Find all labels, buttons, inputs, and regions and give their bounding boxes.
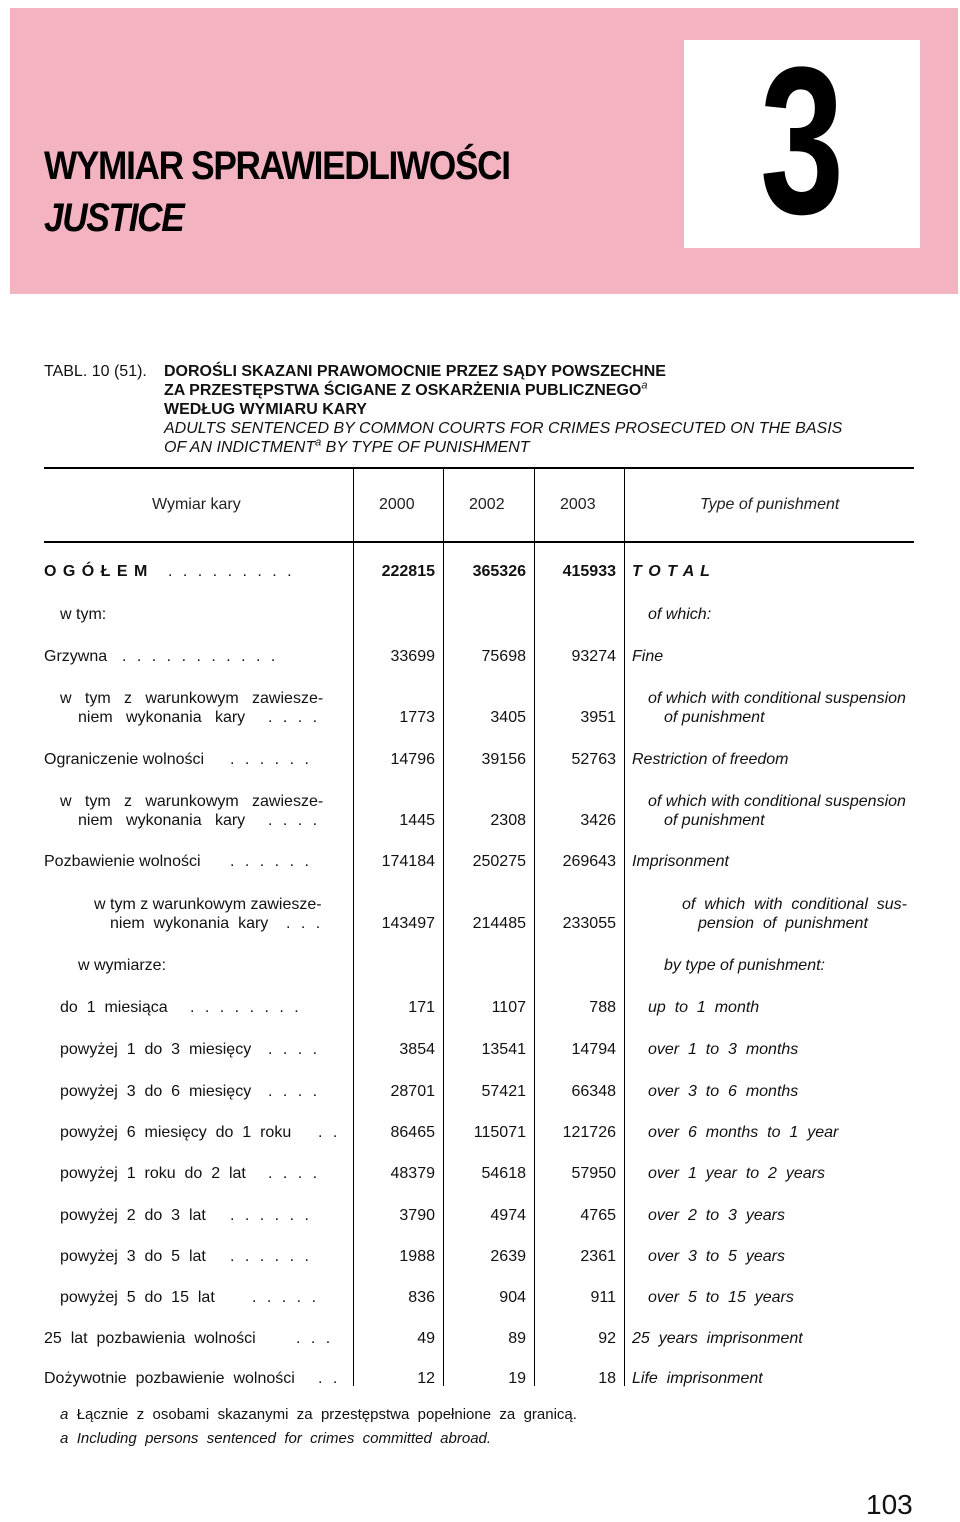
row-label-pl: powyżej 5 do 15 lat [60,1289,215,1306]
row-label-en: of which with conditional suspension [648,690,906,707]
cell-value: 788 [589,999,616,1016]
row-label-en: Imprisonment [632,853,729,870]
cell-value: 4974 [490,1207,526,1224]
cell-value: 911 [590,1289,616,1306]
row-label-pl: powyżej 2 do 3 lat [60,1207,206,1224]
cell-value: 14794 [571,1041,616,1058]
row-label-en: of punishment [664,812,765,829]
cell-value: 86465 [390,1124,435,1141]
row-label-pl: powyżej 3 do 6 miesięcy [60,1083,252,1100]
cell-value: 52763 [571,751,616,768]
header-year: 2003 [560,496,596,513]
cell-value: 214485 [472,915,526,932]
row-label-en: of which with conditional suspension [648,793,906,810]
cell-value: 57421 [481,1083,526,1100]
leader-dots: . . . . . . [230,1207,312,1224]
row-label-en: of which with conditional sus- [682,896,907,913]
cell-value: 14796 [390,751,435,768]
row-label-pl: powyżej 6 miesięcy do 1 roku [60,1124,292,1141]
row-label-en: by type of punishment: [664,957,825,974]
leader-dots: . . . . . . . . [190,999,302,1016]
cell-value: 57950 [571,1165,616,1182]
chapter-title-en: JUSTICE [44,196,184,240]
cell-value: 836 [408,1289,435,1306]
row-label-pl: Pozbawienie wolności [44,853,201,870]
cell-value: 250275 [472,853,526,870]
cell-value: 49 [417,1330,435,1347]
table-head-rule [44,541,914,543]
row-label-pl: Dożywotnie pozbawienie wolności [44,1370,295,1387]
cell-value: 93274 [571,648,616,665]
leader-dots: . . . . [268,812,321,829]
row-label-en: Fine [632,648,664,665]
cell-value: 19 [508,1370,526,1387]
header-type-en: Type of punishment [700,496,840,513]
leader-dots: . . [318,1124,341,1141]
cell-value: 18 [598,1370,616,1387]
leader-dots: . . . . . . . . . [168,563,295,580]
cell-value: 143497 [381,915,435,932]
leader-dots: . . [318,1370,341,1387]
leader-dots: . . . . . . [230,853,312,870]
row-label-pl: niem wykonania kary [110,915,269,932]
row-label-en: over 3 to 5 years [648,1248,785,1265]
page-number: 103 [866,1489,913,1520]
footnote-mark: a [60,1406,69,1423]
row-label-pl: w tym: [60,606,107,623]
row-label-en: up to 1 month [648,999,760,1016]
table-top-rule [44,467,914,469]
cell-value: 121726 [562,1124,616,1141]
leader-dots: . . . . [268,1083,321,1100]
cell-value: 174184 [381,853,435,870]
table-title-pl-2 [164,381,854,400]
cell-value: 54618 [481,1165,526,1182]
cell-value: 233055 [562,915,616,932]
row-label-en: Life imprisonment [632,1370,763,1387]
cell-value: 904 [499,1289,526,1306]
cell-value: 28701 [390,1083,435,1100]
cell-value: 1988 [399,1248,435,1265]
row-label-pl: 25 lat pozbawienia wolności [44,1330,256,1347]
chapter-number: 3 [759,23,845,258]
leader-dots: . . . . [268,1041,321,1058]
cell-value: 39156 [481,751,526,768]
header-year: 2000 [379,496,415,513]
cell-value: 171 [408,999,435,1016]
leader-dots: . . . . . [252,1289,320,1306]
cell-value: 1107 [491,999,526,1016]
row-label-pl: Ograniczenie wolności [44,751,205,768]
col-divider [624,468,625,1386]
table-title [164,362,854,457]
cell-value: 3790 [399,1207,435,1224]
header-type-pl: Wymiar kary [152,496,241,513]
footnote-mark: a [60,1430,69,1447]
row-label-pl: Grzywna [44,648,108,665]
leader-dots: . . . . . . . . . . . [122,648,279,665]
cell-value: 4765 [580,1207,616,1224]
cell-value: 33699 [390,648,435,665]
chapter-number-box [684,23,920,258]
row-label-en: 25 years imprisonment [632,1330,803,1347]
row-label-en: over 5 to 15 years [648,1289,794,1306]
row-label-pl: niem wykonania kary [78,709,246,726]
footnote-pl [60,1406,577,1424]
cell-value: 2639 [490,1248,526,1265]
row-label-pl: O G Ó Ł E M [44,563,149,580]
footnote-ref: a [315,436,322,449]
leader-dots: . . . [286,915,324,932]
cell-value: 89 [508,1330,526,1347]
header-year: 2002 [469,496,505,513]
table-title-en-1: ADULTS SENTENCED BY COMMON COURTS FOR CRIMES PROSECUTED ON THE BASIS [164,420,843,437]
row-label-pl: powyżej 1 roku do 2 lat [60,1165,246,1182]
leader-dots: . . . . . . [230,751,312,768]
row-label-en: pension of punishment [698,915,868,932]
footnote-en-text: Including persons sentenced for crimes committed abroad. [76,1430,492,1447]
chapter-title-pl: WYMIAR SPRAWIEDLIWOŚCI [44,144,510,188]
cell-value: 12 [417,1370,435,1387]
cell-value: 2361 [580,1248,616,1265]
table-title-pl-2-text: ZA PRZESTĘPSTWA ŚCIGANE Z OSKARŻENIA PUBLICZNEGO [164,382,642,399]
table-label: TABL. 10 (51). [44,363,147,380]
cell-value: 2308 [490,812,526,829]
footnote-en [60,1430,491,1448]
cell-value: 3854 [399,1041,435,1058]
row-label-en: over 2 to 3 years [648,1207,785,1224]
table-title-en-2b: BY TYPE OF PUNISHMENT [321,439,530,456]
chapter-title [44,140,510,244]
cell-value: 1445 [399,812,435,829]
cell-value: 3426 [580,812,616,829]
cell-value: 269643 [562,853,616,870]
row-label-en: over 3 to 6 months [648,1083,799,1100]
leader-dots: . . . . [268,709,321,726]
cell-value: 92 [598,1330,616,1347]
row-label-pl: do 1 miesiąca [60,999,168,1016]
cell-value: 365326 [472,563,526,580]
row-label-en: T O T A L [632,563,711,580]
row-label-en: over 1 year to 2 years [648,1165,825,1182]
row-label-pl: w tym z warunkowym zawiesze- [60,690,324,707]
cell-value: 48379 [390,1165,435,1182]
row-label-pl: powyżej 3 do 5 lat [60,1248,206,1265]
row-label-en: over 6 months to 1 year [648,1124,839,1141]
row-label-pl: w wymiarze: [78,957,167,974]
row-label-en: Restriction of freedom [632,751,789,768]
table-title-pl-3: WEDŁUG WYMIARU KARY [164,401,367,418]
footnote-ref: a [641,379,648,392]
row-label-en: of punishment [664,709,765,726]
row-label-pl: w tym z warunkowym zawiesze- [60,793,324,810]
leader-dots: . . . . . . [230,1248,312,1265]
cell-value: 115071 [473,1124,526,1141]
leader-dots: . . . [296,1330,334,1347]
row-label-pl: niem wykonania kary [78,812,246,829]
cell-value: 66348 [571,1083,616,1100]
table-title-en-2 [164,438,854,457]
table-title-pl-1: DOROŚLI SKAZANI PRAWOMOCNIE PRZEZ SĄDY POWSZECHNE [164,363,666,380]
row-label-pl: powyżej 1 do 3 miesięcy [60,1041,252,1058]
row-label-pl: w tym z warunkowym zawiesze- [94,896,322,913]
cell-value: 222815 [381,563,435,580]
cell-value: 3951 [580,709,616,726]
cell-value: 75698 [481,648,526,665]
cell-value: 3405 [490,709,526,726]
table-title-en-2a: OF AN INDICTMENT [164,439,316,456]
row-label-en: over 1 to 3 months [648,1041,799,1058]
cell-value: 13541 [481,1041,526,1058]
cell-value: 415933 [562,563,616,580]
row-label-en: of which: [648,606,712,623]
cell-value: 1773 [399,709,435,726]
leader-dots: . . . . [268,1165,321,1182]
footnote-pl-text: Łącznie z osobami skazanymi za przestępstwa popełnione za granicą. [76,1406,577,1423]
